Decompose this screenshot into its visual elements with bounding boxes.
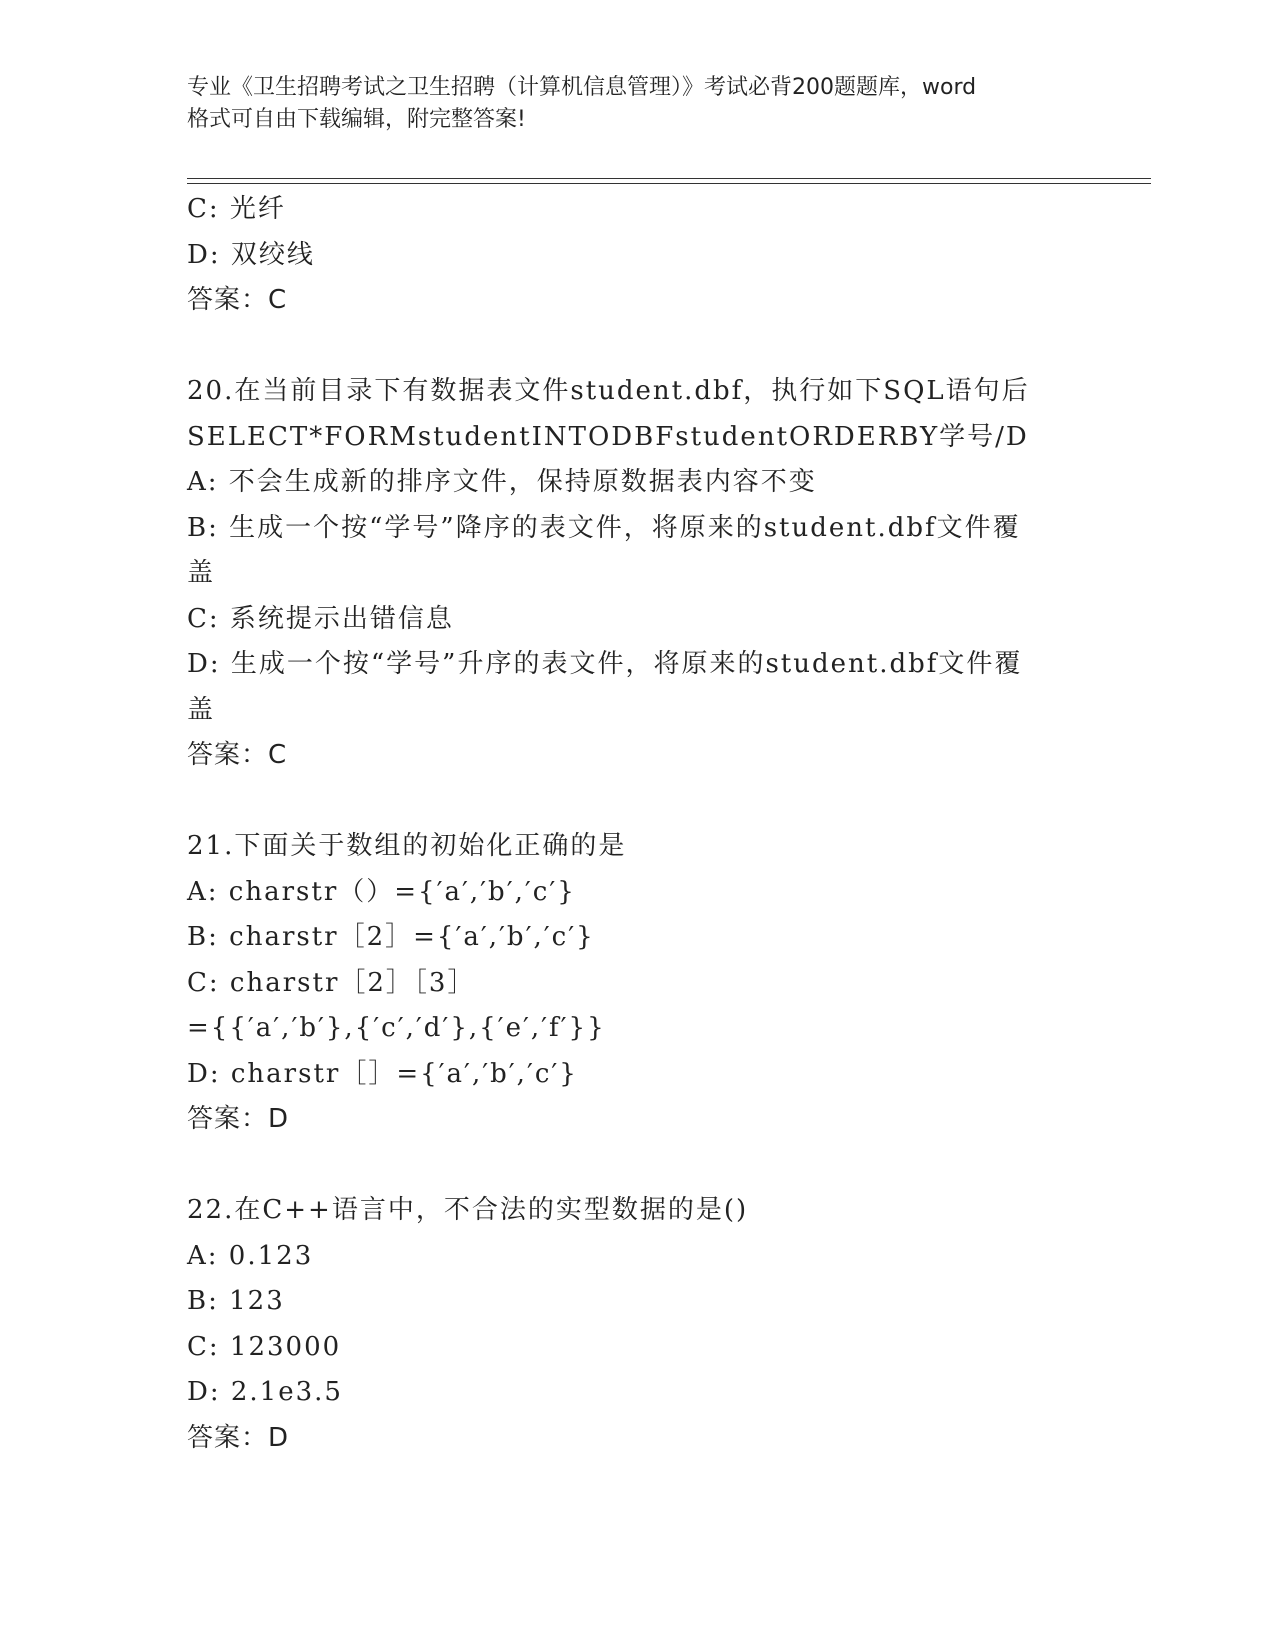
- option-d: D: 2.1e3.5: [187, 1377, 343, 1407]
- answer: 答案：C: [187, 285, 288, 315]
- spacer: [187, 1143, 1107, 1189]
- option-b: B: 123: [187, 1286, 285, 1316]
- document-header: [187, 72, 1087, 136]
- option-b: B: charstr［2］={′a′,′b′,′c′}: [187, 922, 595, 952]
- spacer: [187, 324, 1107, 370]
- option-d-continued: 盖: [187, 694, 216, 725]
- header-title-line-2: 格式可自由下载编辑，附完整答案!: [187, 107, 526, 132]
- question-stem: 20.在当前目录下有数据表文件student.dbf，执行如下SQL语句后: [187, 376, 1030, 406]
- spacer: [187, 779, 1107, 825]
- option-c: C: 光纤: [187, 194, 286, 224]
- option-c: C: charstr［2］［3］: [187, 967, 476, 998]
- option-c: C: 123000: [187, 1331, 342, 1362]
- option-a: A: 不会生成新的排序文件，保持原数据表内容不变: [187, 467, 817, 497]
- option-d: D: 双绞线: [187, 239, 315, 270]
- header-divider-bottom: [187, 183, 1151, 184]
- question-19-tail: [187, 187, 1107, 324]
- question-list: [187, 187, 1107, 1461]
- option-b-continued: 盖: [187, 558, 216, 588]
- option-b: B: 生成一个按“学号”降序的表文件，将原来的student.dbf文件覆: [187, 512, 1021, 543]
- question-22: [187, 1188, 1107, 1461]
- option-a: A: charstr（）={′a′,′b′,′c′}: [187, 876, 576, 907]
- question-stem: 21.下面关于数组的初始化正确的是: [187, 831, 627, 861]
- answer: 答案：D: [187, 1104, 290, 1134]
- header-divider-top: [187, 178, 1151, 179]
- option-c-continued: ={{′a′,′b′},{′c′,′d′},{′e′,′f′}}: [187, 1013, 606, 1043]
- option-a: A: 0.123: [187, 1240, 314, 1271]
- question-stem: 22.在C++语言中，不合法的实型数据的是(): [187, 1195, 749, 1225]
- question-20: [187, 369, 1107, 779]
- answer: 答案：C: [187, 740, 288, 770]
- question-stem-continued: SELECT*FORMstudentINTODBFstudentORDERBY学号/D: [187, 421, 1029, 452]
- header-title-line-1: 专业《卫生招聘考试之卫生招聘（计算机信息管理）》考试必背200题题库，word: [187, 75, 977, 100]
- option-d: D: charstr［］={′a′,′b′,′c′}: [187, 1058, 578, 1089]
- option-d: D: 生成一个按“学号”升序的表文件，将原来的student.dbf文件覆: [187, 649, 1023, 679]
- question-21: [187, 824, 1107, 1143]
- answer: 答案：D: [187, 1422, 290, 1453]
- option-c: C: 系统提示出错信息: [187, 603, 454, 634]
